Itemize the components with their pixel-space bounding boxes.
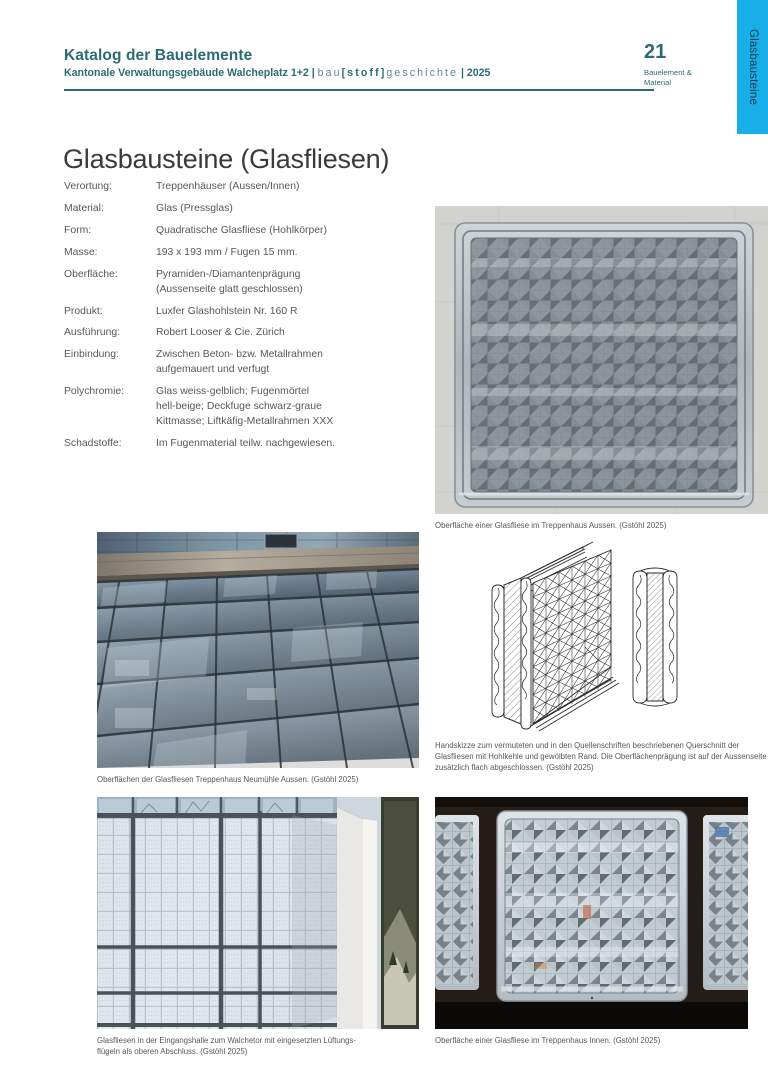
- header-divider: [64, 89, 654, 90]
- photo-glass-block-exterior: [435, 206, 768, 514]
- spec-row: [64, 348, 384, 378]
- spec-key: Verortung:: [64, 181, 112, 192]
- spec-value-line: Kittmasse; Liftkäfig-Metallrahmen XXX: [156, 415, 334, 427]
- spec-value-line: Quadratische Glasfliese (Hohlkörper): [156, 224, 327, 236]
- spec-value-line: hell-beige; Deckfuge schwarz-graue: [156, 400, 322, 412]
- section-tab-label: Glasbausteine: [746, 28, 759, 106]
- spec-key: Polychromie:: [64, 386, 125, 398]
- figure-caption: Oberfläche einer Glasfliese im Treppenhaus Innen. (Gstöhl 2025): [435, 1036, 661, 1045]
- spec-key: Oberfläche:: [64, 268, 118, 280]
- glass-block-exterior-illustration: [435, 206, 768, 514]
- brand-pre: bau: [317, 67, 342, 80]
- document-header: [64, 46, 654, 91]
- spec-row: [64, 326, 384, 341]
- header-subtitle-prefix: Kantonale Verwaltungsgebäude Walcheplatz 1+2 |: [64, 67, 318, 80]
- spec-key: Produkt:: [64, 305, 103, 317]
- header-subtitle-suffix: | 2025: [458, 67, 491, 80]
- spec-value: [156, 202, 384, 217]
- page-title: Glasbausteine (Glasfliesen): [63, 144, 390, 175]
- spec-key: Masse:: [64, 246, 98, 258]
- specification-list: [64, 180, 384, 459]
- spec-value-line: (Aussenseite glatt geschlossen): [156, 283, 303, 295]
- figure-glass-block-exterior: [435, 206, 768, 531]
- spec-key: Material:: [64, 202, 104, 214]
- page-marker: [644, 42, 724, 89]
- spec-key: Ausführung:: [64, 327, 121, 339]
- page-marker-label-line2: Material: [644, 78, 672, 88]
- caption-line-1: Glasfliesen in der Eingangshalle zum Walchetor mit eingesetzten Lüftungs-: [97, 1036, 356, 1045]
- spec-value-line: Glas weiss-gelblich; Fugenmörtel: [156, 386, 310, 398]
- spec-row: [64, 305, 384, 320]
- spec-value: [156, 268, 384, 298]
- spec-value: [156, 326, 384, 341]
- spec-key: Form:: [64, 224, 92, 236]
- figure-entrance-hall: [97, 797, 419, 1057]
- figure-caption: Oberfläche einer Glasfliese im Treppenhaus Aussen. (Gstöhl 2025): [435, 521, 667, 530]
- spec-value-line: 193 x 193 mm / Fugen 15 mm.: [156, 246, 298, 258]
- spec-value-line: Treppenhäuser (Aussen/Innen): [156, 181, 300, 192]
- spec-key: Einbindung:: [64, 349, 119, 361]
- facade-perspective-illustration: [97, 532, 419, 768]
- spec-row: [64, 202, 384, 217]
- glass-block-interior-illustration: [435, 797, 758, 1029]
- spec-value: [156, 437, 384, 452]
- spec-value-line: Glas (Pressglas): [156, 202, 233, 214]
- header-title: Katalog der Bauelemente: [64, 47, 253, 64]
- page-marker-label-line1: Bauelement &: [644, 68, 692, 77]
- header-subtitle: [64, 67, 654, 81]
- spec-value: [156, 224, 384, 239]
- spec-row: [64, 437, 384, 452]
- photo-entrance-hall: [97, 797, 419, 1029]
- spec-value-line: Robert Looser & Cie. Zürich: [156, 327, 285, 339]
- spec-value: [156, 305, 384, 320]
- spec-value-line: Im Fugenmaterial teilw. nachgewiesen.: [156, 437, 336, 449]
- spec-value-line: Zwischen Beton- bzw. Metallrahmen: [156, 349, 323, 361]
- page-number: 21: [644, 41, 667, 63]
- photo-glass-block-interior: [435, 797, 758, 1029]
- spec-row: [64, 385, 384, 429]
- spec-row: [64, 224, 384, 239]
- entrance-hall-illustration: [97, 797, 419, 1029]
- spec-row: [64, 180, 384, 195]
- spec-value-line: Pyramiden-/Diamantenprägung: [156, 268, 301, 280]
- spec-row: [64, 268, 384, 298]
- figure-caption: Oberflächen der Glasfliesen Treppenhaus Neumühle Aussen. (Gstöhl 2025): [97, 775, 359, 784]
- spec-value: [156, 348, 384, 378]
- caption-line-2: flügeln als oberen Abschluss. (Gstöhl 2025): [97, 1047, 248, 1057]
- section-tab-glasbausteine: [737, 0, 768, 134]
- brand-post: geschichte: [386, 67, 458, 80]
- spec-value-line: aufgemauert und verfugt: [156, 364, 270, 376]
- figure-hand-sketch: [435, 538, 768, 773]
- spec-value: [156, 180, 384, 195]
- brand-mid: [stoff]: [341, 67, 387, 80]
- spec-key: Schadstoffe:: [64, 437, 122, 449]
- header-brand: [318, 67, 458, 79]
- figure-caption: Handskizze zum vermuteten und in den Quellenschriften beschriebenen Querschnitt der Glasfliesen mit Hohlkehle und gewölbten Rand. Die Oberflächenprägung ist auf der Aussenseite zusätzlich flach abgeschlossen. (Gstöhl 2025): [435, 741, 767, 773]
- photo-facade-perspective: [97, 532, 419, 768]
- spec-value: [156, 385, 384, 429]
- hand-sketch-illustration: [435, 538, 768, 735]
- spec-value: [156, 246, 384, 261]
- figure-facade-perspective: [97, 532, 419, 785]
- drawing-cross-section: [435, 538, 768, 735]
- page-marker-label: [644, 68, 724, 89]
- figure-caption: [97, 1035, 419, 1057]
- figure-glass-block-interior: [435, 797, 758, 1046]
- spec-row: [64, 246, 384, 261]
- spec-value-line: Luxfer Glashohlstein Nr. 160 R: [156, 305, 298, 317]
